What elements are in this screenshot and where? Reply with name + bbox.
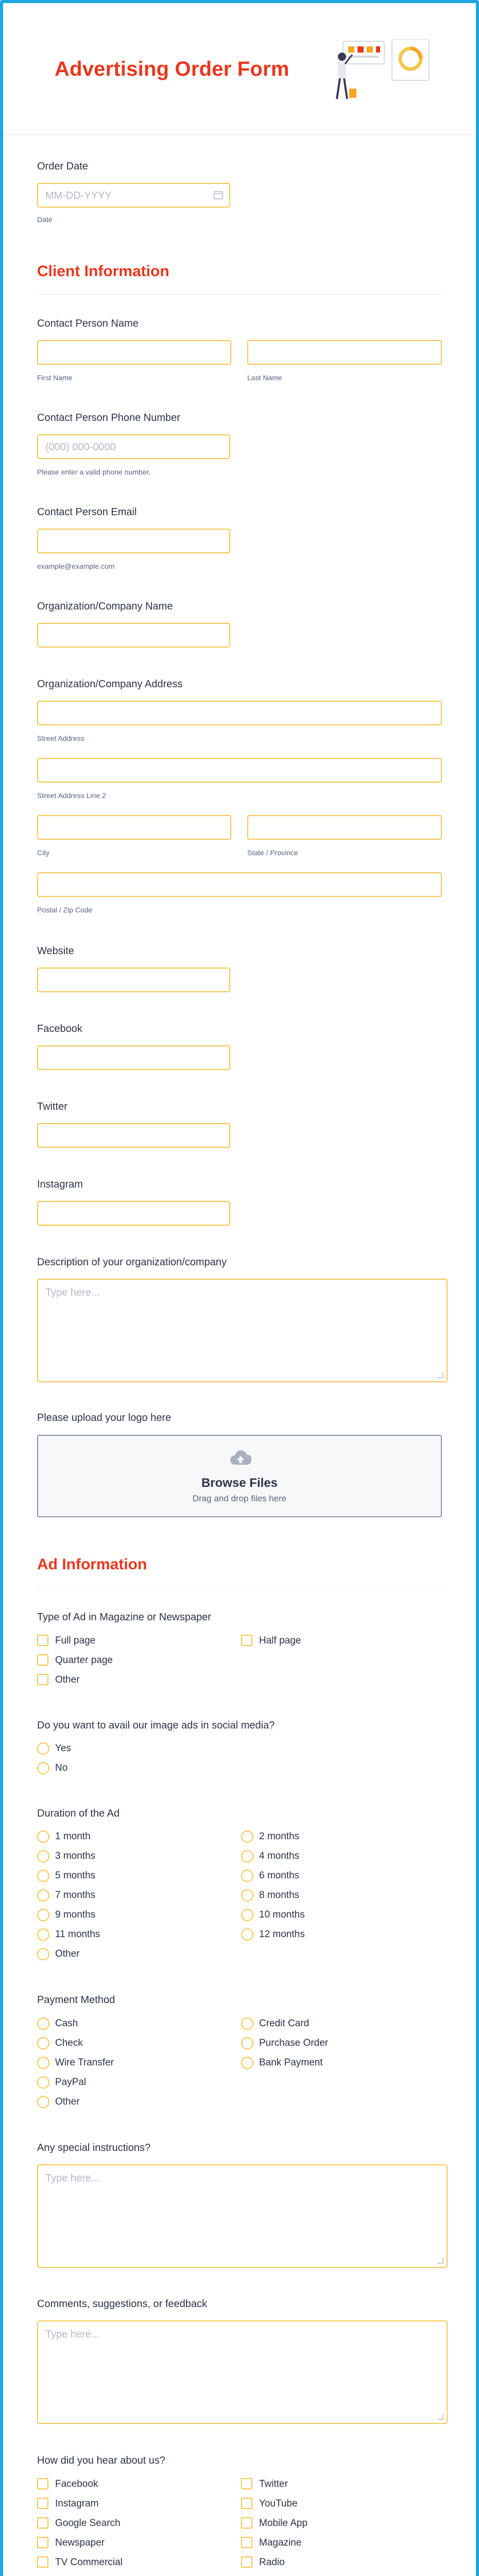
radio-button[interactable] [37, 2037, 49, 2049]
description-label: Description of your organization/company [37, 1257, 227, 1268]
form-title: Advertising Order Form [55, 58, 289, 80]
zip-input[interactable] [37, 872, 442, 897]
radio-button[interactable] [241, 1831, 253, 1843]
zip-sublabel: Postal / Zip Code [37, 906, 93, 914]
option-label: TV Commercial [55, 2557, 123, 2568]
resize-handle-icon[interactable] [437, 1372, 443, 1378]
radio-button[interactable] [241, 2037, 253, 2049]
hear-label: How did you hear about us? [37, 2455, 166, 2466]
option-label: Credit Card [259, 2018, 310, 2029]
ad-section-title: Ad Information [37, 1556, 147, 1573]
upload-label: Please upload your logo here [37, 1412, 172, 1423]
calendar-icon[interactable] [214, 191, 223, 199]
form-header [3, 3, 476, 135]
comments-label: Comments, suggestions, or feedback [37, 2298, 208, 2310]
checkbox[interactable] [37, 2556, 48, 2568]
website-label: Website [37, 945, 74, 957]
first-name-sublabel: First Name [37, 374, 73, 382]
city-sublabel: City [37, 849, 50, 857]
option-label: 7 months [55, 1890, 96, 1901]
option-label: Bank Payment [259, 2057, 323, 2068]
phone-label: Contact Person Phone Number [37, 412, 180, 423]
option-label: Other [55, 1948, 80, 1959]
radio-button[interactable] [241, 1889, 253, 1902]
website-input[interactable] [37, 968, 230, 992]
section-divider [37, 1587, 442, 1588]
org-name-input[interactable] [37, 623, 230, 648]
option-label: Mobile App [259, 2518, 308, 2529]
option-label: Wire Transfer [55, 2057, 114, 2068]
radio-button[interactable] [37, 1762, 49, 1774]
description-placeholder: Type here... [45, 1287, 100, 1298]
radio-button[interactable] [37, 1948, 49, 1960]
email-sublabel: example@example.com [37, 562, 115, 570]
option-label: Other [55, 1674, 80, 1685]
checkbox[interactable] [37, 1674, 48, 1685]
radio-button[interactable] [37, 1889, 49, 1902]
checkbox[interactable] [241, 1635, 252, 1646]
option-label: Google Search [55, 2518, 121, 2529]
option-label: 2 months [259, 1831, 300, 1842]
twitter-input[interactable] [37, 1123, 230, 1148]
city-input[interactable] [37, 815, 231, 840]
option-label: Full page [55, 1635, 96, 1646]
checkbox[interactable] [37, 2498, 48, 2509]
instructions-placeholder: Type here... [45, 2173, 100, 2184]
checkbox[interactable] [241, 2517, 252, 2529]
option-label: PayPal [55, 2077, 87, 2088]
section-divider [37, 294, 442, 295]
twitter-label: Twitter [37, 1101, 67, 1112]
duration-label: Duration of the Ad [37, 1808, 120, 1819]
option-label: Purchase Order [259, 2038, 329, 2048]
contact-name-label: Contact Person Name [37, 318, 139, 329]
radio-button[interactable] [37, 2096, 49, 2108]
org-name-label: Organization/Company Name [37, 601, 173, 612]
instagram-label: Instagram [37, 1179, 83, 1190]
radio-button[interactable] [37, 1870, 49, 1882]
comments-placeholder: Type here... [45, 2329, 100, 2340]
street-address-sublabel: Street Address [37, 734, 84, 742]
radio-button[interactable] [241, 1928, 253, 1941]
option-label: Twitter [259, 2479, 288, 2489]
checkbox[interactable] [241, 2537, 252, 2548]
option-label: 4 months [259, 1851, 300, 1861]
phone-placeholder: (000) 000-0000 [45, 442, 116, 453]
instructions-textarea[interactable] [37, 2164, 448, 2268]
last-name-input[interactable] [247, 340, 442, 365]
social-label: Do you want to avail our image ads in social media? [37, 1720, 275, 1731]
logo-upload-dropzone[interactable] [37, 1435, 442, 1517]
radio-button[interactable] [37, 2076, 49, 2089]
instructions-label: Any special instructions? [37, 2142, 151, 2154]
option-label: Magazine [259, 2537, 302, 2548]
radio-button[interactable] [37, 1928, 49, 1941]
first-name-input[interactable] [37, 340, 231, 365]
option-label: 9 months [55, 1909, 96, 1920]
option-label: Half page [259, 1635, 301, 1646]
radio-button[interactable] [241, 1850, 253, 1862]
client-section-title: Client Information [37, 263, 169, 280]
state-sublabel: State / Province [247, 849, 298, 857]
phone-sublabel: Please enter a valid phone number. [37, 468, 151, 476]
order-date-label: Order Date [37, 161, 88, 172]
option-label: Other [55, 2096, 80, 2107]
cloud-upload-icon [230, 1449, 251, 1467]
facebook-input[interactable] [37, 1045, 230, 1070]
order-date-placeholder: MM-DD-YYYY [45, 190, 112, 201]
option-label: 6 months [259, 1870, 300, 1881]
option-label: Newspaper [55, 2537, 105, 2548]
description-textarea[interactable] [37, 1279, 448, 1382]
checkbox[interactable] [37, 1635, 48, 1646]
order-date-input[interactable] [37, 183, 230, 208]
option-label: YouTube [259, 2498, 298, 2509]
address-label: Organization/Company Address [37, 679, 183, 690]
option-label: 5 months [55, 1870, 96, 1881]
comments-textarea[interactable] [37, 2320, 448, 2424]
resize-handle-icon[interactable] [437, 2414, 443, 2420]
radio-button[interactable] [37, 1742, 49, 1755]
checkbox[interactable] [241, 2556, 252, 2568]
header-illustration [328, 39, 436, 106]
radio-button[interactable] [37, 1831, 49, 1843]
checkbox[interactable] [241, 2498, 252, 2509]
instagram-input[interactable] [37, 1201, 230, 1226]
radio-button[interactable] [37, 1909, 49, 1921]
ad-type-label: Type of Ad in Magazine or Newspaper [37, 1612, 211, 1623]
email-input[interactable] [37, 529, 230, 553]
street-address2-input[interactable] [37, 758, 442, 783]
drag-drop-hint: Drag and drop files here [192, 1494, 287, 1503]
option-label: Instagram [55, 2498, 99, 2509]
checkbox[interactable] [37, 1654, 48, 1666]
phone-input[interactable] [37, 434, 230, 459]
option-label: 10 months [259, 1909, 305, 1920]
checkbox[interactable] [37, 2537, 48, 2548]
radio-button[interactable] [241, 1909, 253, 1921]
radio-button[interactable] [37, 2018, 49, 2030]
option-label: 12 months [259, 1929, 305, 1940]
radio-button[interactable] [37, 1850, 49, 1862]
resize-handle-icon[interactable] [437, 2258, 443, 2264]
option-label: 3 months [55, 1851, 96, 1861]
radio-button[interactable] [241, 1870, 253, 1882]
radio-button[interactable] [241, 2057, 253, 2069]
street-address2-sublabel: Street Address Line 2 [37, 791, 106, 800]
radio-button[interactable] [241, 2018, 253, 2030]
order-date-sublabel: Date [37, 215, 53, 224]
option-label: 11 months [55, 1929, 100, 1940]
option-label: Quarter page [55, 1655, 113, 1666]
email-label: Contact Person Email [37, 506, 137, 518]
facebook-label: Facebook [37, 1023, 82, 1035]
checkbox[interactable] [37, 2517, 48, 2529]
option-label: Radio [259, 2557, 285, 2568]
option-label: Cash [55, 2018, 78, 2029]
radio-button[interactable] [37, 2057, 49, 2069]
option-label: 1 month [55, 1831, 91, 1842]
checkbox[interactable] [37, 2478, 48, 2489]
option-label: Check [55, 2038, 83, 2048]
option-label: Yes [55, 1743, 71, 1754]
browse-files-text[interactable]: Browse Files [201, 1476, 278, 1490]
state-input[interactable] [247, 815, 442, 840]
checkbox[interactable] [241, 2478, 252, 2489]
last-name-sublabel: Last Name [247, 374, 282, 382]
payment-label: Payment Method [37, 1994, 115, 2006]
option-label: 8 months [259, 1890, 300, 1901]
option-label: No [55, 1762, 68, 1773]
option-label: Facebook [55, 2479, 98, 2489]
street-address-input[interactable] [37, 701, 442, 725]
